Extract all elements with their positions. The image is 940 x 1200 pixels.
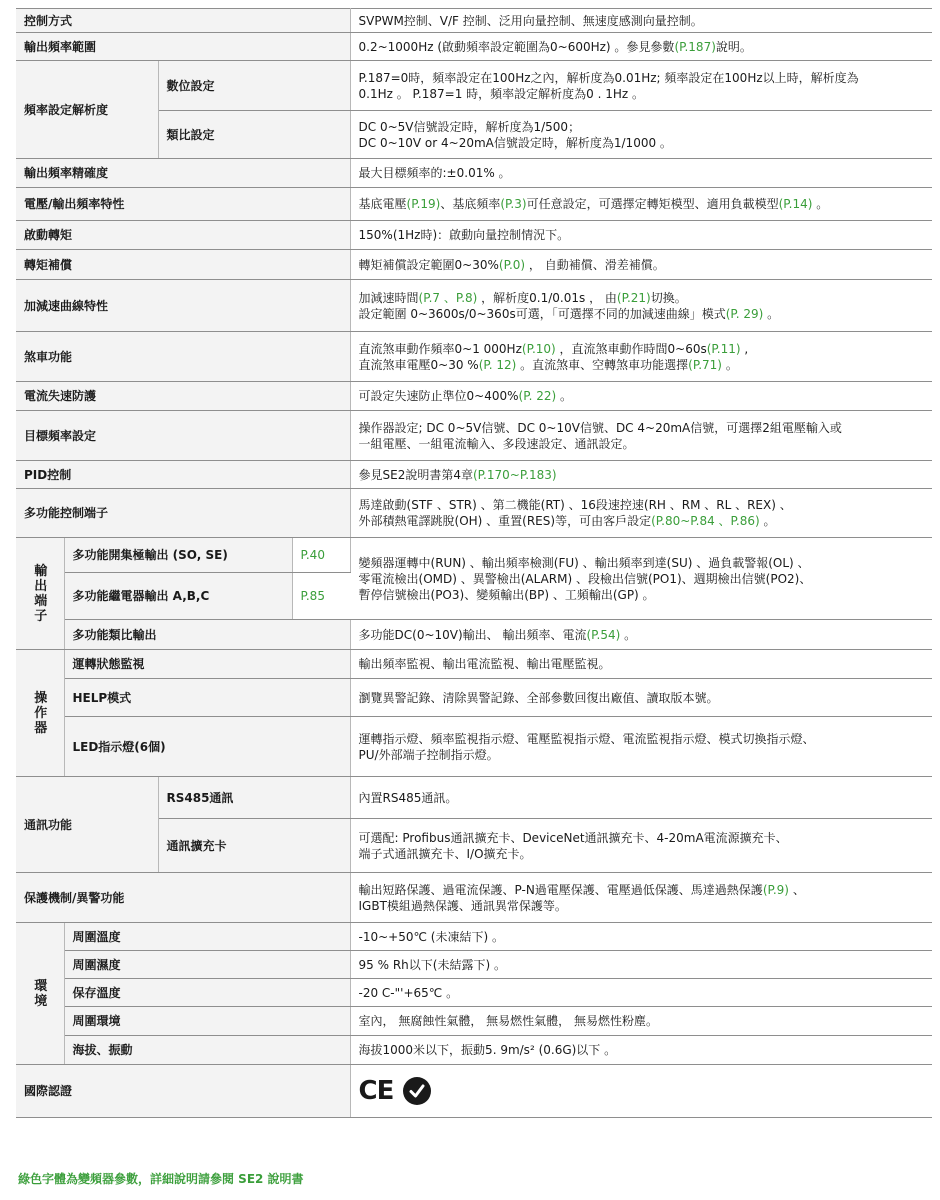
row-control-method [16, 9, 932, 33]
value-line: 端子式通訊擴充卡、I/O擴充卡。 [358, 846, 532, 861]
row-value: 海拔1000米以下，振動5. 9m/s² (0.6G)以下 。 [350, 1036, 932, 1065]
row-value [350, 461, 932, 489]
row-value [350, 489, 932, 538]
value-text: ，直流煞車動作時間0~60s [555, 341, 707, 356]
row-label: 保護機制/異警功能 [16, 873, 350, 923]
row-value: 最大目標頻率的:±0.01% 。 [350, 159, 932, 188]
sub-label: 周圍環境 [64, 1007, 350, 1036]
param-ref: P.85 [292, 573, 350, 620]
row-value: -10~+50℃ (未凍結下) 。 [350, 923, 932, 951]
value-line [359, 290, 927, 306]
row-freq-resolution-digital [16, 61, 932, 111]
row-value [350, 33, 932, 61]
value-text: 0.2~1000Hz (啟動頻率設定範圍為0~600Hz) 。參見參數 [358, 39, 675, 54]
row-value: 室內， 無腐蝕性氣體， 無易燃性氣體， 無易燃性粉塵。 [350, 1007, 932, 1036]
row-vf-char [16, 188, 932, 221]
row-operator-led [16, 717, 932, 777]
row-value: -20 C-"'+65℃ 。 [350, 979, 932, 1007]
sub-label: 多功能類比輸出 [64, 620, 350, 650]
row-env-temp [16, 923, 932, 951]
sub-label: 數位設定 [158, 61, 350, 111]
group-label-output [16, 538, 64, 650]
row-value: 內置RS485通訊。 [350, 777, 932, 819]
row-value [350, 61, 932, 111]
value-text: 切換。 [650, 290, 687, 305]
sub-label: 保存溫度 [64, 979, 350, 1007]
row-value: 輸出頻率監視、輸出電流監視、輸出電壓監視。 [350, 650, 932, 679]
row-value [350, 332, 932, 382]
value-text: 、 [789, 882, 805, 897]
param-ref: (P.54) [586, 627, 621, 642]
row-label: 通訊功能 [16, 777, 158, 873]
value-line [359, 513, 927, 529]
value-text: 直流煞車電壓0~30 % [358, 357, 479, 372]
value-text: 。 [722, 357, 738, 372]
row-multi-terminal [16, 489, 932, 538]
row-label: 目標頻率設定 [16, 411, 350, 461]
value-text: 。直流煞車、空轉煞車功能選擇 [516, 357, 689, 372]
value-line: 零電流檢出(OMD) 、異警檢出(ALARM) 、段檢出信號(PO1)、週期檢出信號(PO2)、 [358, 571, 812, 586]
row-label: 加減速曲線特性 [16, 280, 350, 332]
value-line: 0.1Hz 。 P.187=1 時，頻率設定解析度為0 . 1Hz 。 [358, 86, 644, 101]
row-label: 輸出頻率範圍 [16, 33, 350, 61]
row-label: 煞車功能 [16, 332, 350, 382]
value-line [359, 357, 927, 373]
param-ref: (P.7 、P.8) [418, 290, 478, 305]
value-line: IGBT模組過熱保護、通訊異常保護等。 [358, 898, 567, 913]
row-stall [16, 382, 932, 411]
check-mark-icon [403, 1077, 431, 1105]
row-value [350, 819, 932, 873]
param-ref: (P.10) [521, 341, 556, 356]
value-line [359, 882, 927, 898]
value-line: 運轉指示燈、頻率監視指示燈、電壓監視指示燈、電流監視指示燈、模式切換指示燈、 [358, 731, 815, 746]
row-value: 瀏覽異警記錄、清除異警記錄、全部參數回復出廠值、讀取版本號。 [350, 679, 932, 717]
value-text: 可任意設定，可選擇定轉矩模型、適用負載模型 [526, 197, 779, 211]
value-line: PU/外部端子控制指示燈。 [358, 747, 499, 762]
value-text: 加減速時間 [358, 290, 419, 305]
row-value [350, 188, 932, 221]
param-ref: (P. 22) [518, 389, 557, 403]
value-text: 直流煞車動作頻率0~1 000Hz [358, 341, 522, 356]
row-label: 轉矩補償 [16, 250, 350, 280]
row-operator-status [16, 650, 932, 679]
sub-label: RS485通訊 [158, 777, 350, 819]
row-freq-accuracy [16, 159, 932, 188]
row-start-torque [16, 221, 932, 250]
row-pid [16, 461, 932, 489]
group-label-text: 環境 [34, 978, 48, 1009]
sub-label: 多功能開集極輸出 (SO, SE) [64, 538, 292, 573]
value-line: 馬達啟動(STF 、STR) 、第二機能(RT) 、16段速控速(RH 、RM 、RL 、REX) 、 [358, 498, 792, 512]
param-ref: (P.71) [688, 357, 722, 372]
sub-label: HELP模式 [64, 679, 350, 717]
value-text: 、基底頻率 [440, 197, 501, 211]
group-label-text: 輸出端子 [34, 563, 48, 624]
row-label: 啟動轉矩 [16, 221, 350, 250]
row-env-ambient [16, 1007, 932, 1036]
group-label-text: 操作器 [34, 690, 48, 736]
value-text: 基底電壓 [358, 197, 407, 211]
value-line [359, 306, 927, 322]
value-line: P.187=0時，頻率設定在100Hz之內，解析度為0.01Hz; 頻率設定在100Hz以上時，解析度為 [358, 70, 859, 85]
row-env-storage [16, 979, 932, 1007]
sub-label: 運轉狀態監視 [64, 650, 350, 679]
check-glyph [408, 1082, 426, 1100]
sub-label: 海拔、振動 [64, 1036, 350, 1065]
row-value: 95 % Rh以下(未結露下) 。 [350, 951, 932, 979]
sub-label: LED指示燈(6個) [64, 717, 350, 777]
param-ref: (P.3) [500, 197, 527, 211]
row-value [350, 717, 932, 777]
row-value [350, 1065, 932, 1118]
row-torque-comp [16, 250, 932, 280]
row-protection [16, 873, 932, 923]
value-text: 輸出短路保護、過電流保護、P-N過電壓保護、電壓過低保護、馬達過熱保護 [358, 882, 763, 897]
row-value: SVPWM控制、V/F 控制、泛用向量控制、無速度感測向量控制。 [350, 9, 932, 33]
row-value: 150%(1Hz時)：啟動向量控制情況下。 [350, 221, 932, 250]
row-freq-range [16, 33, 932, 61]
param-ref: (P.21) [616, 290, 651, 305]
value-text: 。 [556, 389, 572, 403]
row-value [350, 873, 932, 923]
value-text: 說明。 [715, 39, 752, 54]
value-text: 。 [812, 197, 829, 211]
value-line [359, 341, 927, 357]
row-value [350, 250, 932, 280]
param-ref: (P.11) [706, 341, 741, 356]
value-text: 。 [763, 306, 780, 321]
value-text: ，解析度0.1/0.01s ， 由 [477, 290, 617, 305]
value-text: 參見SE2說明書第4章 [358, 467, 473, 482]
value-text: 外部積熱電譯跳脫(OH) 、重置(RES)等，可由客戶設定 [358, 514, 652, 528]
row-value [350, 620, 932, 650]
row-cert [16, 1065, 932, 1118]
group-label-environment [16, 923, 64, 1065]
row-output-oc [16, 538, 932, 573]
value-line: 可選配: Profibus通訊擴充卡、DeviceNet通訊擴充卡、4-20mA電流源擴充卡、 [358, 830, 788, 845]
param-ref: (P. 12) [478, 357, 517, 372]
sub-label: 多功能繼電器輸出 A,B,C [64, 573, 292, 620]
param-ref: (P. 29) [725, 306, 764, 321]
param-ref: (P.187) [674, 39, 716, 54]
row-label: 電流失速防護 [16, 382, 350, 411]
value-line: 操作器設定; DC 0~5V信號、DC 0~10V信號、DC 4~20mA信號，可選擇2組電壓輸入或 [358, 420, 842, 435]
param-ref: (P.9) [762, 882, 789, 897]
value-line: 一組電壓、一組電流輸入、多段速設定、通訊設定。 [358, 436, 635, 451]
row-comm-rs485 [16, 777, 932, 819]
row-label: 國際認證 [16, 1065, 350, 1118]
row-value [350, 280, 932, 332]
value-line: 暫停信號檢出(PO3)、變頻輸出(BP) 、工頻輸出(GP) 。 [358, 587, 655, 602]
row-target-freq [16, 411, 932, 461]
value-text: ， 自動補償、滑差補償。 [525, 257, 665, 272]
spec-table [16, 8, 932, 1118]
param-ref: P.40 [292, 538, 350, 573]
row-label: 輸出頻率精確度 [16, 159, 350, 188]
row-env-altitude [16, 1036, 932, 1065]
sub-label: 周圍濕度 [64, 951, 350, 979]
value-text: 。 [759, 514, 776, 528]
row-value [350, 111, 932, 159]
row-label: 多功能控制端子 [16, 489, 350, 538]
param-ref: (P.0) [498, 257, 526, 272]
footnote: 綠色字體為變頻器參數，詳細說明請參閱 SE2 說明書 [18, 1172, 304, 1186]
row-value [350, 411, 932, 461]
row-label: 控制方式 [16, 9, 350, 33]
row-env-humidity [16, 951, 932, 979]
row-label: 頻率設定解析度 [16, 61, 158, 159]
row-output-analog [16, 620, 932, 650]
value-line: DC 0~5V信號設定時，解析度為1/500； [358, 119, 581, 134]
row-operator-help [16, 679, 932, 717]
value-text: , [740, 341, 749, 356]
value-text: 多功能DC(0~10V)輸出、 輸出頻率、電流 [358, 627, 587, 642]
value-text: 設定範圍 0~3600s/0~360s可選，「可選擇不同的加減速曲線」模式 [358, 306, 726, 321]
param-ref: (P.14) [778, 197, 813, 211]
row-label: 電壓/輸出頻率特性 [16, 188, 350, 221]
param-ref: (P.170~P.183) [473, 467, 557, 482]
cert-marks [359, 1077, 927, 1105]
value-line: DC 0~10V or 4~20mA信號設定時，解析度為1/1000 。 [358, 135, 672, 150]
value-text: 可設定失速防止準位0~400% [358, 389, 519, 403]
value-text: 。 [620, 627, 637, 642]
row-accel-curve [16, 280, 932, 332]
param-ref: (P.19) [406, 197, 441, 211]
sub-label: 類比設定 [158, 111, 350, 159]
row-value [350, 538, 932, 620]
param-ref: (P.80~P.84 、P.86) [651, 514, 760, 528]
value-text: 轉矩補償設定範圍0~30% [358, 257, 499, 272]
sub-label: 周圍溫度 [64, 923, 350, 951]
group-label-operator [16, 650, 64, 777]
row-brake [16, 332, 932, 382]
ce-mark-icon: CE [358, 1076, 394, 1106]
row-value [350, 382, 932, 411]
row-label: PID控制 [16, 461, 350, 489]
sub-label: 通訊擴充卡 [158, 819, 350, 873]
value-line: 變頻器運轉中(RUN) 、輸出頻率檢測(FU) 、輸出頻率到達(SU) 、過負載警報(OL) 、 [358, 555, 810, 570]
